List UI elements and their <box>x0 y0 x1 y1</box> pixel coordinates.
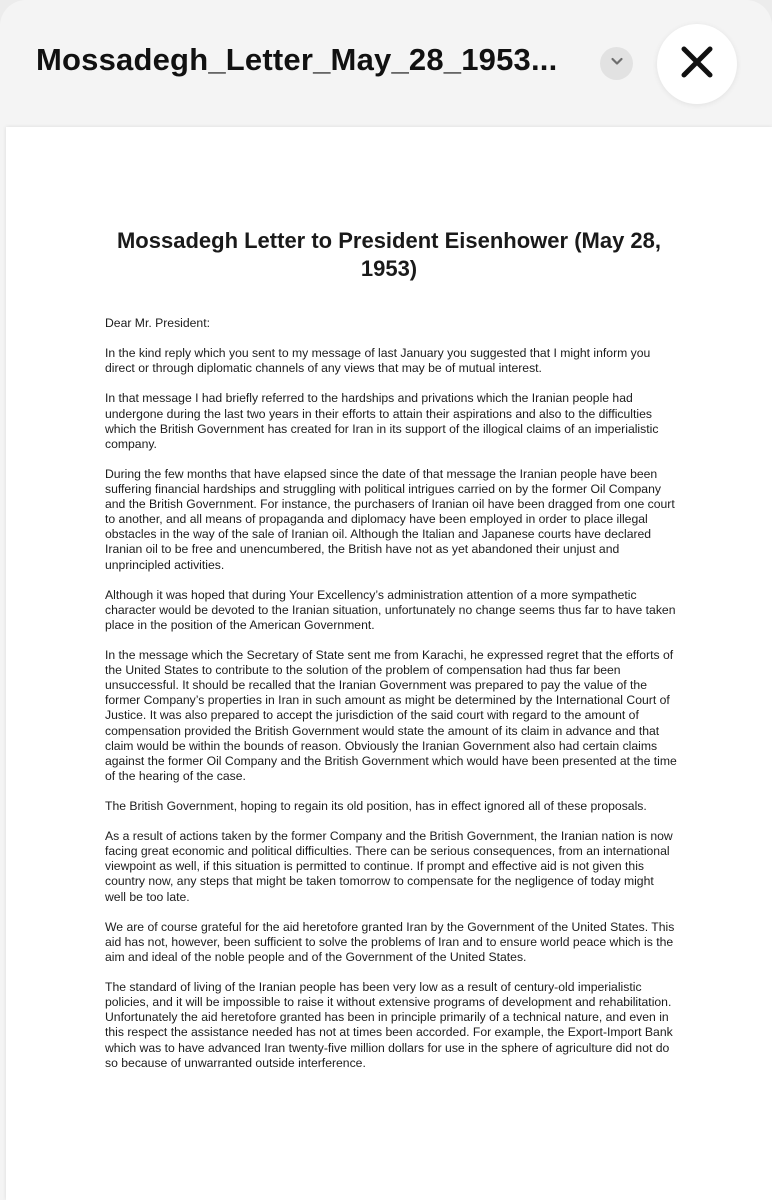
letter-paragraph: The standard of living of the Iranian people has been very low as a result of century-old imperialistic policies, and it will be impossible to raise it without extensive programs of development and rehabilitation. Unfortunately the aid heretofore granted has been in principle primarily of a technical nature, and even in this respect the assistance needed has not at times been accorded. For example, the Export-Import Bank which was to have advanced Iran twenty-five million dollars for use in the sphere of agriculture did not do so because of unwarranted outside interference. <box>105 980 673 1070</box>
letter-paragraph: We are of course grateful for the aid heretofore granted Iran by the Government of the United States. This aid has not, however, been sufficient to solve the problems of Iran and to ensure world peace which is the aim and ideal of the noble people and of the Government of the United States. <box>105 919 675 964</box>
letter-paragraph: Although it was hoped that during Your Excellency’s administration attention of a more sympathetic character would be devoted to the Iranian situation, unfortunately no change seems thus far to have taken place in the position of the American Government. <box>105 587 676 632</box>
document-page <box>6 127 772 1200</box>
letter-body <box>105 316 677 1086</box>
letter-paragraph: As a result of actions taken by the former Company and the British Government, the Iranian nation is now facing great economic and political difficulties. There can be serious consequences, from an international viewpoint as well, if this situation is permitted to continue. If prompt and effective aid is not given this country now, any steps that might be taken tomorrow to compensate for the negligence of today might well be too late. <box>105 829 673 904</box>
close-icon <box>680 45 714 84</box>
letter-paragraph: In the message which the Secretary of State sent me from Karachi, he expressed regret that the efforts of the United States to contribute to the solution of the problem of compensation had thus far been unsuccessful. It should be recalled that the Iranian Government was prepared to pay the value of the former Company’s properties in Iran in such amount as might be determined by the International Court of Justice. It was also prepared to accept the jurisdiction of the said court with regard to the amount of compensation provided the British Government would state the amount of its claim in advance and that claim would be within the bounds of reason. Obviously the Iranian Government also had certain claims against the former Oil Company and the British Government which would have been presented at the time of the hearing of the case. <box>105 648 677 783</box>
file-title[interactable]: Mossadegh_Letter_May_28_1953... <box>36 42 558 77</box>
close-button[interactable] <box>657 24 737 104</box>
salutation: Dear Mr. President: <box>105 316 210 330</box>
title-menu-button[interactable] <box>600 47 633 80</box>
viewer-header <box>0 0 772 126</box>
letter-paragraph: In the kind reply which you sent to my message of last January you suggested that I might inform you direct or through diplomatic channels of any views that may be of mutual interest. <box>105 346 651 376</box>
letter-paragraph: In that message I had briefly referred to the hardships and privations which the Iranian people had undergone during the last two years in their efforts to attain their aspirations and also to the difficulties which the British Government has created for Iran in its support of the illogical claims of an imperialistic company. <box>105 391 659 451</box>
chevron-down-icon <box>609 53 625 74</box>
letter-paragraph: The British Government, hoping to regain its old position, has in effect ignored all of these proposals. <box>105 799 647 813</box>
document-title: Mossadegh Letter to President Eisenhower (May 28, 1953) <box>116 228 662 281</box>
letter-paragraph: During the few months that have elapsed since the date of that message the Iranian people have been suffering financial hardships and struggling with political intrigues carried on by the former Oil Company and the British Government. For instance, the purchasers of Iranian oil have been dragged from one court to another, and all means of propaganda and diplomacy have been employed in order to place illegal obstacles in the way of the sale of Iranian oil. Although the Italian and Japanese courts have declared Iranian oil to be free and unencumbered, the British have not as yet abandoned their unjust and unprincipled activities. <box>105 466 675 572</box>
